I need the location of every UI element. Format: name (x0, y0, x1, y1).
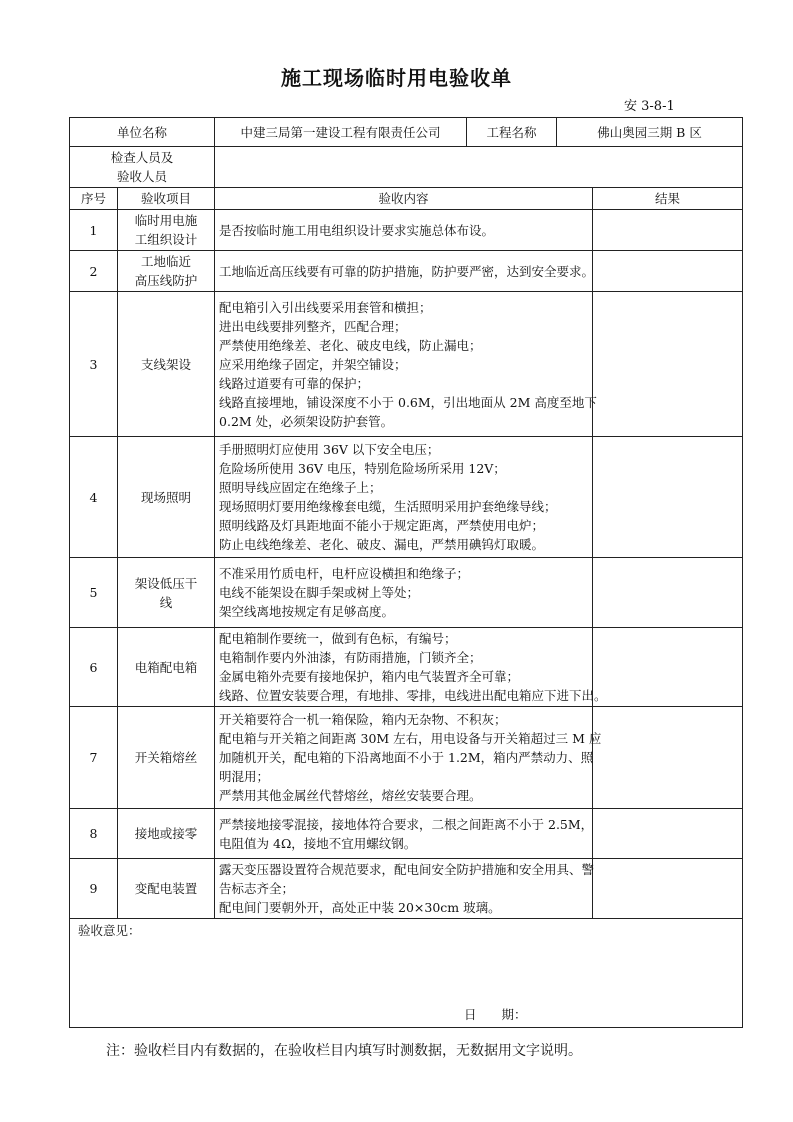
table-row (70, 707, 743, 809)
row-item (118, 292, 215, 437)
col-no: 序号 (70, 188, 118, 210)
content-line: 电箱制作要内外油漆，有防雨措施，门锁齐全； (219, 650, 482, 665)
acceptance-table (69, 117, 743, 1028)
row-result[interactable] (593, 859, 743, 919)
row-content (215, 437, 593, 558)
row-item (118, 707, 215, 809)
row-content (215, 251, 593, 292)
row-result[interactable] (593, 292, 743, 437)
row-item-line: 支线架设 (141, 356, 192, 372)
content-line: 照明导线应固定在绝缘子上； (219, 480, 382, 495)
content-line: 配电箱制作要统一，做到有色标，有编号； (219, 631, 457, 646)
row-number: 4 (70, 437, 118, 558)
row-number: 6 (70, 628, 118, 707)
content-line: 线路直接埋地，铺设深度不小于 0.6M，引出地面从 2M 高度至地下 (219, 394, 597, 410)
row-item-line: 架设低压干 (134, 575, 198, 591)
row-item-line: 临时用电施 (134, 213, 198, 228)
row-item-line: 高压线防护 (134, 273, 198, 288)
col-item: 验收项目 (118, 188, 215, 210)
content-line: 是否按临时施工用电组织设计要求实施总体布设。 (219, 222, 495, 238)
project-label: 工程名称 (467, 118, 557, 147)
content-line: 工地临近高压线要有可靠的防护措施，防护要严密，达到安全要求。 (219, 263, 595, 279)
row-result[interactable] (593, 437, 743, 558)
row-result[interactable] (593, 628, 743, 707)
row-content (215, 210, 593, 251)
table-row (70, 437, 743, 558)
col-content: 验收内容 (215, 188, 593, 210)
table-row (70, 859, 743, 919)
table-row (70, 558, 743, 628)
opinion-row (70, 919, 743, 1028)
content-line: 防止电线绝缘差、老化、破皮、漏电，严禁用碘钨灯取暖。 (219, 537, 545, 552)
inspectors-label-line2: 验收人员 (117, 169, 168, 184)
row-number: 8 (70, 809, 118, 859)
row-number: 5 (70, 558, 118, 628)
table-row (70, 809, 743, 859)
content-line: 现场照明灯要用绝缘橡套电缆，生活照明采用护套绝缘导线； (219, 499, 557, 514)
inspectors-label-line1: 检查人员及 (110, 150, 174, 165)
table-row (70, 628, 743, 707)
content-line: 电线不能架设在脚手架或树上等处； (219, 585, 420, 600)
project-value[interactable]: 佛山奥园三期 B 区 (557, 118, 743, 147)
content-line: 不准采用竹质电杆，电杆应设横担和绝缘子； (219, 566, 470, 581)
form-code: 安 3-8-1 (624, 99, 675, 114)
row-item (118, 251, 215, 292)
row-item-line: 工组织设计 (134, 232, 198, 247)
form-title: 施工现场临时用电验收单 (281, 66, 512, 90)
row-result[interactable] (593, 558, 743, 628)
row-item-line: 变配电装置 (134, 881, 198, 896)
unit-value[interactable]: 中建三局第一建设工程有限责任公司 (215, 118, 467, 147)
row-item (118, 210, 215, 251)
row-number: 1 (70, 210, 118, 251)
row-number: 3 (70, 292, 118, 437)
content-line: 线路、位置安装要合理，有地排、零排，电线进出配电箱应下进下出。 (219, 688, 607, 703)
row-item (118, 437, 215, 558)
column-header-row (70, 188, 743, 210)
inspectors-label (70, 147, 215, 188)
col-result: 结果 (593, 188, 743, 210)
content-line: 开关箱要符合一机一箱保险，箱内无杂物、不积灰； (219, 712, 507, 727)
row-item-line: 线 (159, 594, 173, 610)
content-line: 配电箱与开关箱之间距离 30M 左右，用电设备与开关箱超过三 M 应 (219, 731, 602, 746)
content-line: 严禁用其他金属丝代替熔丝，熔丝安装要合理。 (219, 788, 482, 803)
content-line: 配电间门要朝外开，高处正中装 20×30cm 玻璃。 (219, 900, 501, 915)
row-item-line: 现场照明 (141, 489, 192, 505)
opinion-label: 验收意见： (78, 923, 141, 938)
date-label: 日 期： (464, 1007, 527, 1022)
content-line: 应采用绝缘子固定，并架空铺设； (219, 356, 407, 372)
row-content (215, 558, 593, 628)
row-item (118, 859, 215, 919)
content-line: 明混用； (219, 769, 270, 784)
row-content (215, 292, 597, 437)
opinion-field[interactable] (70, 919, 743, 1028)
content-line: 架空线离地按规定有足够高度。 (219, 604, 395, 619)
row-item-line: 电箱配电箱 (134, 659, 198, 675)
row-content (215, 859, 593, 919)
row-content (215, 809, 593, 859)
content-line: 危险场所使用 36V 电压，特别危险场所采用 12V； (219, 461, 506, 476)
row-item (118, 809, 215, 859)
row-item (118, 558, 215, 628)
row-number: 7 (70, 707, 118, 809)
row-content (215, 707, 602, 809)
header-row-unit (70, 118, 743, 147)
row-result[interactable] (593, 809, 743, 859)
content-line: 照明线路及灯具距地面不能小于规定距离，严禁使用电炉； (219, 518, 545, 533)
row-result[interactable] (593, 707, 743, 809)
content-line: 露天变压器设置符合规范要求，配电间安全防护措施和安全用具、警 (219, 862, 595, 877)
row-number: 9 (70, 859, 118, 919)
content-line: 金属电箱外壳要有接地保护，箱内电气装置齐全可靠； (219, 669, 520, 684)
content-line: 严禁接地接零混接，接地体符合要求，二根之间距离不小于 2.5M， (219, 816, 594, 832)
table-row (70, 251, 743, 292)
header-row-inspectors (70, 147, 743, 188)
row-result[interactable] (593, 210, 743, 251)
table-row (70, 292, 743, 437)
content-line: 加随机开关，配电箱的下沿离地面不小于 1.2M，箱内严禁动力、照 (219, 750, 594, 765)
content-line: 配电箱引入引出线要采用套管和横担； (219, 299, 432, 315)
row-item-line: 接地或接零 (134, 826, 198, 841)
content-line: 进出电线要排列整齐，匹配合理； (219, 318, 407, 334)
content-line: 严禁使用绝缘差、老化、破皮电线，防止漏电； (219, 337, 482, 353)
content-line: 线路过道要有可靠的保护； (219, 375, 370, 391)
row-number: 2 (70, 251, 118, 292)
content-line: 0.2M 处，必须架设防护套管。 (219, 413, 394, 429)
content-line: 告标志齐全； (219, 881, 295, 896)
footnote: 注：验收栏目内有数据的，在验收栏目内填写时测数据，无数据用文字说明。 (106, 1043, 582, 1059)
row-item-line: 工地临近 (141, 254, 192, 269)
content-line: 手册照明灯应使用 36V 以下安全电压； (219, 442, 440, 457)
unit-label: 单位名称 (70, 118, 215, 147)
row-result[interactable] (593, 251, 743, 292)
inspectors-value[interactable] (215, 147, 743, 188)
row-content (215, 628, 607, 707)
table-row (70, 210, 743, 251)
row-item (118, 628, 215, 707)
content-line: 电阻值为 4Ω，接地不宜用螺纹钢。 (219, 835, 417, 851)
row-item-line: 开关箱熔丝 (134, 750, 198, 765)
